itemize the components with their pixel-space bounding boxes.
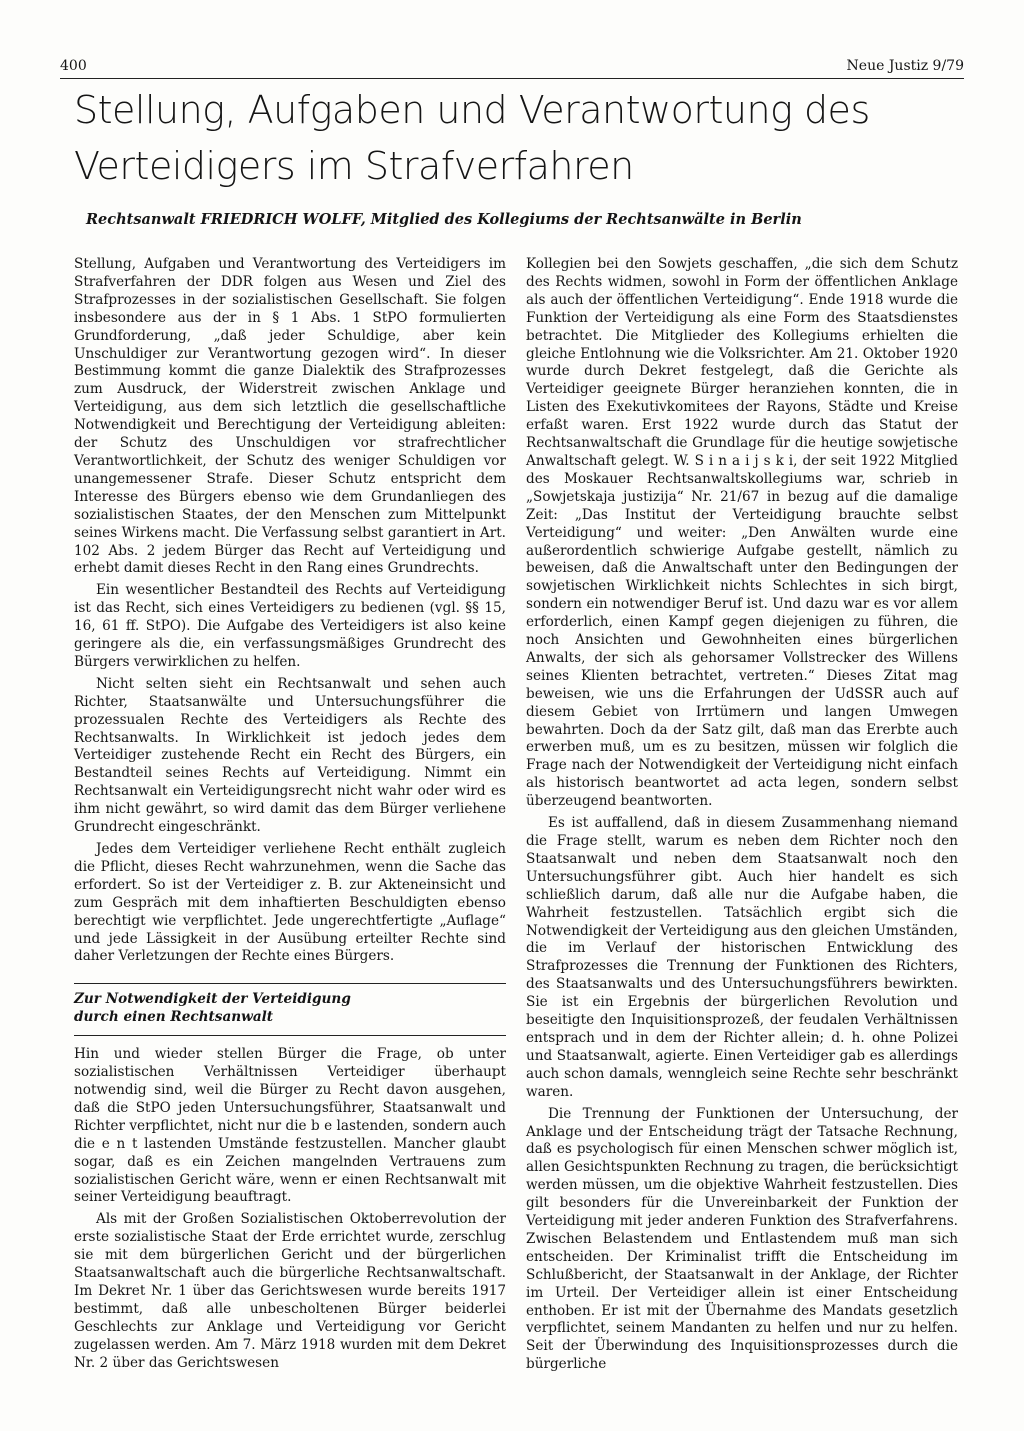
paragraph: Als mit der Großen Sozialistischen Oktoberrevolution der erste sozialistische Staat der Erde errichtet wurde, zerschlug sie mit dem bürgerlichen Gericht und der bürgerlichen Staatsanwaltschaft auch die bürgerliche Rechtsanwaltschaft. Im Dekret Nr. 1 über das Gerichtswesen wurde bereits 1917 bestimmt, daß alle unbescholtenen Bürger beiderlei Geschlechts zur Anklage und Verteidigung vor Gericht zugelassen werden. Am 7. März 1918 wurden mit dem Dekret Nr. 2 über das Gerichtswesen bbox=[74, 1211, 506, 1371]
paragraph: Hin und wieder stellen Bürger die Frage, ob unter sozialistischen Verhältnissen Verteidiger überhaupt notwendig sind, weil die Bürger zu Recht davon ausgehen, daß die StPO jeden Untersuchungsführer, Staatsanwalt und Richter verpflichtet, nicht nur die b e lastenden, sondern auch die e n t lastenden Umstände festzustellen. Mancher glaubt sogar, daß es ein Zeichen mangelnden Vertrauens zum sozialistischen Gericht wäre, wenn er einen Rechtsanwalt mit seiner Verteidigung beauftragt. bbox=[74, 1046, 506, 1206]
paragraph: Stellung, Aufgaben und Verantwortung des Verteidigers im Strafverfahren der DDR folgen aus Wesen und Ziel des Strafprozesses in der sozialistischen Gesellschaft. Sie folgen insbesondere aus der in § 1 Abs. 1 StPO formulierten Grundforderung, „daß jeder Schuldige, aber kein Unschuldiger zur Verantwortung gezogen wird“. In dieser Bestimmung kommt die ganze Dialektik des Strafprozesses zum Ausdruck, der Widerstreit zwischen Anklage und Verteidigung, aus dem sich letztlich die gesellschaftliche Notwendigkeit und Berechtigung der Verteidigung ableiten: der Schutz des Unschuldigen vor strafrechtlicher Verantwortlichkeit, der Schutz des weniger Schuldigen vor unangemessener Strafe. Dieser Schutz entspricht dem Interesse des Bürgers ebenso wie dem Grundanliegen des sozialistischen Staates, der den Menschen zum Mittelpunkt seines Wirkens macht. Die Verfassung selbst garantiert in Art. 102 Abs. 2 jedem Bürger das Recht auf Verteidigung und erhebt damit dieses Recht in den Rang eines Grundrechts. bbox=[74, 256, 506, 577]
page-number: 400 bbox=[60, 58, 87, 74]
page-header bbox=[60, 58, 964, 79]
paragraph: Kollegien bei den Sowjets geschaffen, „die sich dem Schutz des Rechts widmen, sowohl in Form der öffentlichen Anklage als auch der öffentlichen Verteidigung“. Ende 1918 wurde die Funktion der Verteidigung als eine Form des Staatsdienstes betrachtet. Die Mitglieder des Kollegiums erhielten die gleiche Entlohnung wie die Volksrichter. Am 21. Oktober 1920 wurde durch Dekret festgelegt, daß die Gerichte als Verteidiger geeignete Bürger heranziehen konnten, die in Listen des Exekutivkomitees der Rayons, Städte und Kreise erfaßt waren. Erst 1922 wurde durch das Statut der Rechtsanwaltschaft die Grundlage für die heutige sowjetische Anwaltschaft gelegt. W. S i n a i j s k i, der seit 1922 Mitglied des Moskauer Rechtsanwaltskollegiums war, schrieb in „Sowjetskaja justizija“ Nr. 21/67 in bezug auf die damalige Zeit: „Das Institut der Verteidigung brauchte selbst Verteidigung“ und weiter: „Den Anwälten wurde eine außerordentlich schwierige Aufgabe gestellt, nämlich zu beweisen, daß die Anwaltschaft unter den Bedingungen der sowjetischen Wirklichkeit nichts Schlechtes in sich birgt, sondern ein notwendiger Beruf ist. Und dazu war es vor allem erforderlich, einen Kampf gegen diejenigen zu führen, die noch Ansichten und Gewohnheiten eines bürgerlichen Anwalts, der sich als gehorsamer Vollstrecker des Willens seines Klienten betrachtet, vertreten.“ Dieses Zitat mag beweisen, wie uns die Erfahrungen der UdSSR auch auf diesem Gebiet von Irrtümern und langen Umwegen bewahrten. Doch da der Satz gilt, daß man das Ererbte auch erwerben muß, um es zu besitzen, müssen wir folglich die Frage nach der Notwendigkeit der Verteidigung nicht einfach als historisch beantwortet ad acta legen, sondern selbst überzeugend beantworten. bbox=[526, 256, 958, 810]
section-heading bbox=[74, 983, 506, 1036]
paragraph: Die Trennung der Funktionen der Untersuchung, der Anklage und der Entscheidung trägt der Tatsache Rechnung, daß es psychologisch für einen Menschen schwer möglich ist, allen Gesichtspunkten Rechnung zu tragen, die berücksichtigt werden müssen, um die objektive Wahrheit festzustellen. Dies gilt besonders für die Unvereinbarkeit der Funktion der Verteidigung mit jeder anderen Funktion des Strafverfahrens. Zwischen Belastendem und Entlastendem muß man sich entscheiden. Der Kriminalist trifft die Entscheidung im Schlußbericht, der Staatsanwalt in der Anklage, der Richter im Urteil. Der Verteidiger allein ist einer Entscheidung enthoben. Er ist mit der Übernahme des Mandats gesetzlich verpflichtet, seinem Mandanten zu helfen und nur zu helfen. Seit der Überwindung des Inquisitionsprozesses durch die bürgerliche bbox=[526, 1105, 958, 1373]
author-byline: Rechtsanwalt FRIEDRICH WOLFF, Mitglied des Kollegiums der Rechtsanwälte in Berlin bbox=[86, 211, 802, 228]
paragraph: Ein wesentlicher Bestandteil des Rechts auf Verteidigung ist das Recht, sich eines Verteidigers zu bedienen (vgl. §§ 15, 16, 61 ff. StPO). Die Aufgabe des Verteidigers ist also keine geringere als die, ein verfassungsmäßiges Grundrecht des Bürgers verwirklichen zu helfen. bbox=[74, 582, 506, 670]
section-heading-line: Zur Notwendigkeit der Verteidigung bbox=[74, 991, 351, 1008]
paragraph: Es ist auffallend, daß in diesem Zusammenhang niemand die Frage stellt, warum es neben dem Richter noch den Staatsanwalt und neben dem Staatsanwalt noch den Untersuchungsführer gibt. Auch hier handelt es sich schließlich darum, daß alle nur die Aufgabe haben, die Wahrheit festzustellen. Tatsächlich ergibt sich die Notwendigkeit der Verteidigung aus den gleichen Umständen, die im Verlauf der historischen Entwicklung des Strafprozesses die Trennung der Funktionen des Richters, des Staatsanwalts und des Untersuchungsführers bewirkten. Sie ist ein Ergebnis der bürgerlichen Revolution und beseitigte den Inquisitionsprozeß, der feudalen Verhältnissen entsprach und in dem der Richter allein; d. h. ohne Polizei und Staatsanwalt, agierte. Einen Verteidiger gab es allerdings auch schon damals, wenngleich seine Rechte sehr beschränkt waren. bbox=[526, 815, 958, 1100]
left-column bbox=[74, 256, 506, 1376]
section-heading-line: durch einen Rechtsanwalt bbox=[74, 1009, 274, 1026]
paragraph: Nicht selten sieht ein Rechtsanwalt und sehen auch Richter, Staatsanwälte und Untersuchungsführer die prozessualen Rechte des Verteidigers als Rechte des Rechtsanwalts. In Wirklichkeit ist jedoch jedes dem Verteidiger zustehende Recht ein Recht des Bürgers, ein Bestandteil seines Rechts auf Verteidigung. Nimmt ein Rechtsanwalt ein Verteidigungsrecht nicht wahr oder wird es ihm nicht gewährt, so wird damit das dem Bürger verliehene Grundrecht eingeschränkt. bbox=[74, 675, 506, 836]
paragraph: Jedes dem Verteidiger verliehene Recht enthält zugleich die Pflicht, dieses Recht wahrzunehmen, wenn die Sache das erfordert. So ist der Verteidiger z. B. zur Akteneinsicht und zum Gespräch mit dem inhaftierten Beschuldigten ebenso berechtigt wie verpflichtet. Jede ungerechtfertigte „Auflage“ und jede Lässigkeit in der Ausübung erteilter Rechte sind daher Verletzungen der Rechte eines Bürgers. bbox=[74, 841, 506, 965]
journal-issue: Neue Justiz 9/79 bbox=[846, 58, 964, 74]
article-title: Stellung, Aufgaben und Verantwortung des Verteidigers im Strafverfahren bbox=[74, 88, 870, 188]
right-column bbox=[526, 256, 958, 1378]
